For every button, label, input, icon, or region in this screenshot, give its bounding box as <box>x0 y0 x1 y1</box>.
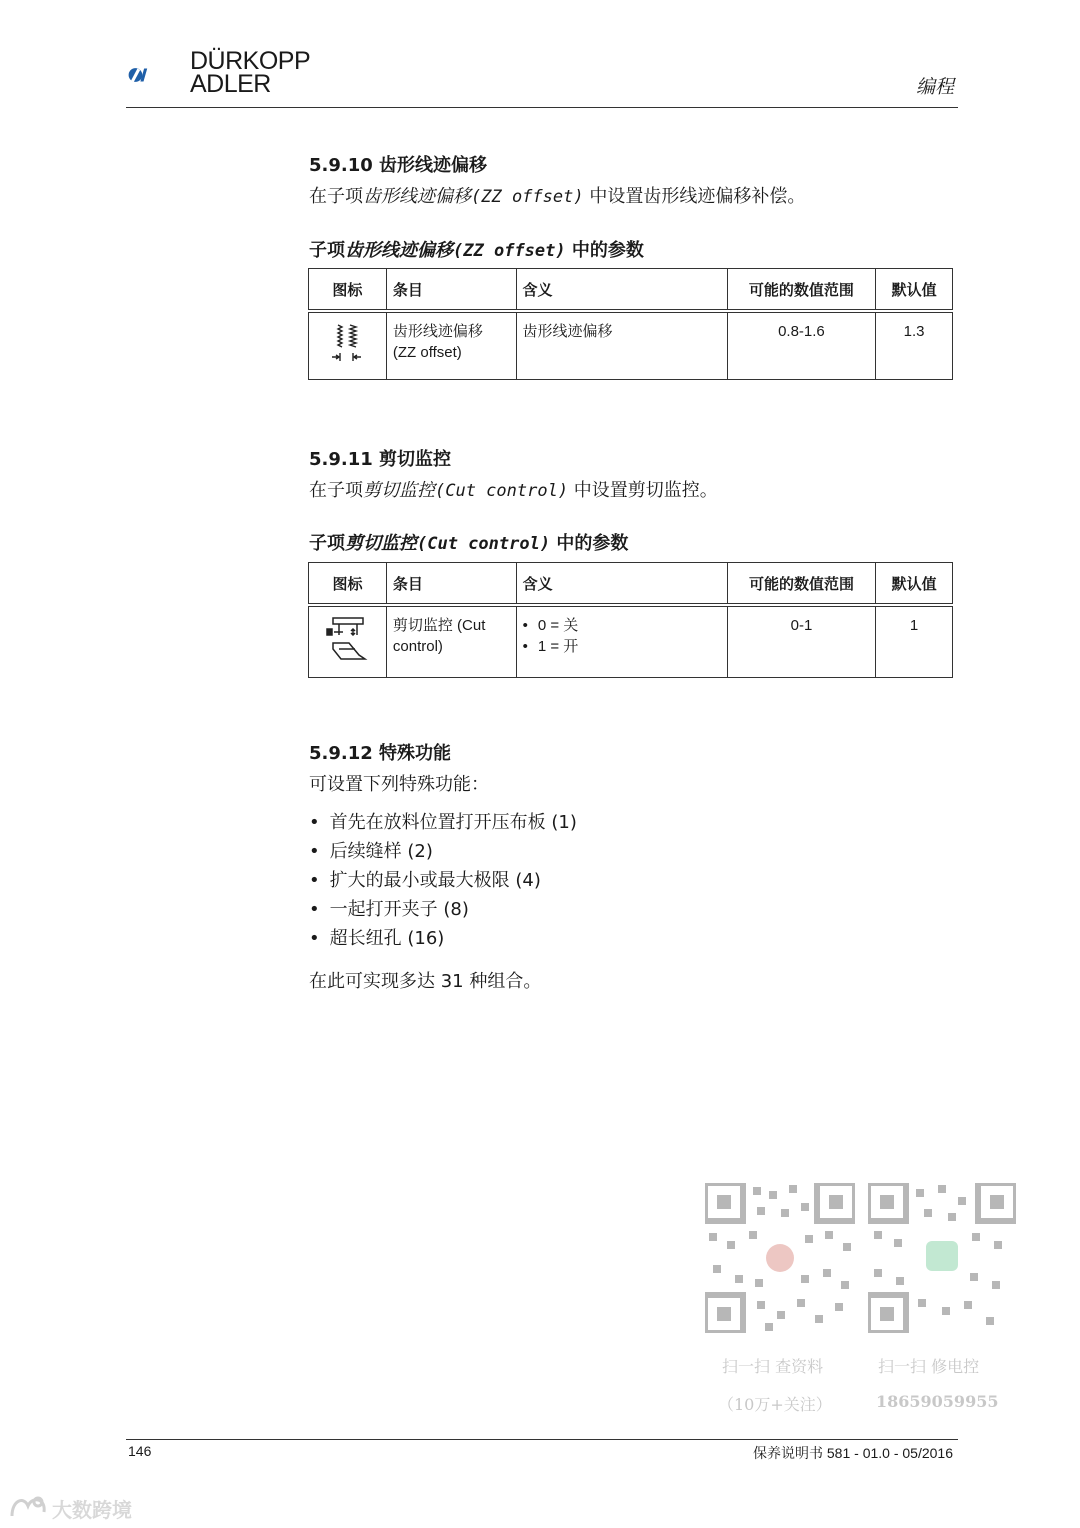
col-header-range: 可能的数值范围 <box>727 269 876 312</box>
zigzag-offset-icon <box>309 311 387 380</box>
parameter-table-cut-control <box>308 562 953 678</box>
table-row <box>309 311 953 380</box>
footer-rule <box>126 1439 958 1440</box>
brand-name: DÜRKOPP ADLER <box>190 47 311 98</box>
default-cell: 1 <box>876 605 953 678</box>
col-header-meaning: 含义 <box>516 269 727 312</box>
item-cell: 齿形线迹偏移 (ZZ offset) <box>386 311 516 380</box>
col-header-icon: 图标 <box>309 563 387 606</box>
table-caption-zz-offset: 子项齿形线迹偏移(ZZ offset) 中的参数 <box>309 240 644 261</box>
table-header-row <box>309 563 953 606</box>
range-cell: 0-1 <box>727 605 875 678</box>
document-reference: 保养说明书 581 - 01.0 - 05/2016 <box>753 1445 953 1461</box>
qr-caption-repair: 扫一扫 修电控 <box>878 1357 980 1376</box>
table-row <box>309 605 953 678</box>
list-item: • 扩大的最小或最大极限 (4) <box>309 866 577 895</box>
qr-code-repair <box>868 1183 1016 1333</box>
section-title-zz-offset: 5.9.10 齿形线迹偏移 <box>309 155 488 176</box>
list-item: • 一起打开夹子 (8) <box>309 895 577 924</box>
watermark-text: 大数跨境 <box>52 1498 132 1522</box>
cut-control-icon <box>309 605 387 678</box>
section-intro-special-functions: 可设置下列特殊功能： <box>309 774 489 795</box>
range-cell: 0.8-1.6 <box>727 311 876 380</box>
col-header-icon: 图标 <box>309 269 387 312</box>
brand-logo <box>128 50 190 100</box>
meaning-cell <box>516 605 727 678</box>
qr-code-documents <box>705 1183 855 1333</box>
section-title-special-functions: 5.9.12 特殊功能 <box>309 743 452 764</box>
qr-subcaption-documents: （10万+关注） <box>718 1395 832 1414</box>
header-rule <box>126 107 958 108</box>
section-intro-zz-offset: 在子项齿形线迹偏移(ZZ offset) 中设置齿形线迹偏移补偿。 <box>309 186 806 207</box>
list-item: • 超长纽孔 (16) <box>309 924 577 953</box>
special-functions-list <box>309 808 577 953</box>
qr-subcaption-phone: 18659059955 <box>876 1392 999 1411</box>
list-item: • 首先在放料位置打开压布板 (1) <box>309 808 577 837</box>
combination-summary: 在此可实现多达 31 种组合。 <box>309 971 542 992</box>
item-cell: 剪切监控 (Cut control) <box>386 605 516 678</box>
page-number: 146 <box>128 1443 152 1459</box>
chapter-title: 编程 <box>915 76 954 98</box>
col-header-default: 默认值 <box>876 269 953 312</box>
col-header-range: 可能的数值范围 <box>727 563 875 606</box>
table-caption-cut-control: 子项剪切监控(Cut control) 中的参数 <box>309 533 629 554</box>
col-header-item: 条目 <box>386 269 516 312</box>
section-title-cut-control: 5.9.11 剪切监控 <box>309 449 452 470</box>
parameter-table-zz-offset <box>308 268 953 380</box>
col-header-meaning: 含义 <box>516 563 727 606</box>
default-cell: 1.3 <box>876 311 953 380</box>
watermark-icon <box>8 1492 50 1522</box>
meaning-cell: 齿形线迹偏移 <box>516 311 727 380</box>
section-intro-cut-control: 在子项剪切监控(Cut control) 中设置剪切监控。 <box>309 480 718 501</box>
qr-caption-documents: 扫一扫 查资料 <box>722 1357 824 1376</box>
list-item: • 1 = 开 <box>523 636 721 657</box>
col-header-item: 条目 <box>386 563 516 606</box>
table-header-row <box>309 269 953 312</box>
list-item: • 0 = 关 <box>523 615 721 636</box>
col-header-default: 默认值 <box>876 563 953 606</box>
list-item: • 后续缝样 (2) <box>309 837 577 866</box>
